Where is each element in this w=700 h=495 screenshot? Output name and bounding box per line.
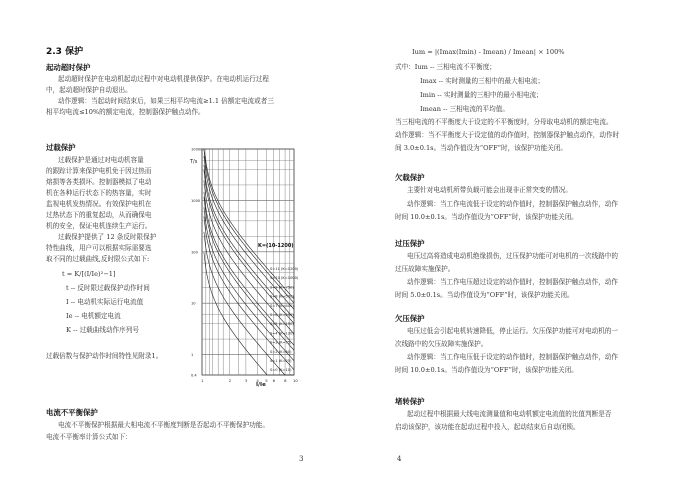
overvoltage-heading: 过压保护 (395, 239, 425, 248)
undervoltage-line: 动作逻辑：当工作电压低于设定的动作值时，控制器保护触点动作，动作 (407, 353, 618, 361)
formula-def: 式中：Ium -- 三相电流不平衡度； (395, 63, 496, 71)
start-timeout-line: 起动超时保护在电动机起动过程中对电动机提供保护。在电动机运行过程 (58, 75, 269, 83)
undervoltage-line: 次线路中的欠压故障实施保护。 (395, 340, 488, 348)
underload-heading: 欠载保护 (395, 173, 425, 182)
overload-note: 过载倍数与保护动作时间特性见附录1。 (46, 352, 163, 360)
x-tick-label: 2 (228, 378, 232, 383)
overload-def: t -- 反时限过载保护动作时间 (66, 284, 150, 292)
overload-line: 的跟踪计算来保护电机免于因过热而 (46, 167, 152, 175)
undervoltage-line: 时间 10.0±0.1s。当动作值设为“OFF”时，该保护功能关闭。 (395, 366, 578, 374)
unbalance-line: 当三相电流的不平衡度大于设定的不平衡度时，分母取电动机的额定电流。 (395, 118, 613, 126)
overload-line: 特性曲线，用户可以根据实际需要选 (46, 244, 152, 252)
stall-line: 起动过程中根据最大线电流测量值和电动机额定电流值的比值判断是否 (407, 410, 612, 418)
x-tick-label: 1 (201, 378, 204, 383)
overvoltage-line: 过压故障实施保护。 (395, 265, 455, 273)
unbalance-heading: 电流不平衡保护 (46, 408, 98, 417)
x-tick-label: 10 (293, 378, 298, 383)
start-timeout-line: 动作逻辑：当起动时间结束后，如果三相平均电流≥1.1 倍额定电流或者三 (58, 97, 274, 105)
y-tick-label: 1 (191, 353, 194, 358)
overvoltage-line: 时间 5.0±0.1s。当动作值设为“OFF”时，该保护功能关闭。 (395, 291, 574, 299)
page-number-right: 4 (397, 455, 402, 463)
stall-heading: 堵转保护 (395, 397, 425, 406)
curve-label: S=2 (K=50) (270, 349, 292, 354)
overload-line: 熔损等各类损坏。控制器模拟了电动 (46, 178, 152, 186)
x-tick-label: 3 (244, 378, 248, 383)
y-tick-label: 10 (191, 301, 196, 306)
overvoltage-line: 电压过高将造成电动机绝缘损伤，过压保护功能可对电机的一次线路中的 (407, 252, 618, 260)
unbalance-line: 动作逻辑：当不平衡度大于设定值的动作值时，控制器保护触点动作，动作时 (395, 131, 620, 139)
right-page (350, 0, 700, 495)
curve-label: S=10 (K=1000) (270, 276, 299, 281)
curve-label: S=8 (K=500) (270, 294, 294, 299)
x-tick-label: 6 (272, 378, 276, 383)
curve-label: S=4 (K=120) (270, 331, 294, 336)
formula-def: Imean -- 三相电流的平均值。 (420, 105, 509, 113)
curve-label: S=6 (K=250) (270, 313, 294, 317)
y-tick-label: 0.4 (191, 373, 197, 378)
y-tick-label: 10000 (191, 147, 203, 152)
stall-line: 启动该保护，该功能在起动过程中投入，起动结束后自动闭锁。 (395, 423, 580, 431)
start-timeout-line: 中，起动超时保护自动退出。 (46, 86, 132, 94)
curve-label: S=9 (K=750) (270, 285, 294, 290)
overload-line: 过热状态下的重复起动，从而确保电 (46, 211, 152, 219)
overload-formula: t = K/[(I/Ie)²−1] (62, 270, 116, 278)
chart-y-label: T/s (190, 159, 198, 165)
unbalance-formula: Ium = |(Imax(Imin) - Imean) / Imean| × 100% (412, 48, 565, 56)
underload-line: 动作逻辑：当工作电流低于设定的动作值时，控制器保护触点动作，动作 (407, 200, 618, 208)
overload-line: 机在各种运行状态下的热容量，实时 (46, 189, 152, 197)
overvoltage-line: 动作逻辑：当工作电压超过设定的动作值时，控制器保护触点动作，动作 (407, 278, 618, 286)
section-title: 2.3 保护 (46, 47, 84, 57)
undervoltage-heading: 欠压保护 (395, 314, 425, 323)
curve-label: S=3 (K=75) (270, 340, 292, 345)
unbalance-line: 间 3.0±0.1s。当动作值设为“OFF”时，该保护功能关闭。 (395, 144, 567, 152)
underload-line: 主要针对电动机所带负载可能会出现非正常突变的情况。 (407, 186, 572, 194)
unbalance-line: 电流不平衡保护根据最大相电流不平衡度判断是否起动不平衡保护功能。 (58, 421, 269, 429)
formula-def: Imax -- 实时测量的三相中的最大相电流； (420, 77, 545, 85)
unbalance-line: 电流不平衡率计算公式如下： (46, 433, 132, 441)
y-tick-label: 1000 (191, 198, 201, 203)
curve-label: S=0 (K=10) (270, 368, 292, 373)
overload-def: Ie -- 电机额定电流 (66, 312, 121, 320)
overload-line: 监视电机发热情况。有效保护电机在 (46, 200, 152, 208)
chart-x-label: I/Ie (256, 382, 266, 388)
overload-heading: 过载保护 (46, 143, 76, 152)
curve-label: S=7 (K=400) (270, 303, 294, 308)
overload-line: 机的安全，保证电机连续生产运行。 (46, 222, 152, 230)
chart-k-label: K=(10-1200) (258, 243, 294, 249)
x-tick-label: 5 (265, 378, 268, 383)
overload-line: 过载保护提供了 12 条反时限保护 (58, 233, 157, 241)
underload-line: 时间 10.0±0.1s。当动作值设为“OFF”时，该保护功能关闭。 (395, 213, 578, 221)
x-tick-label: 8 (284, 378, 287, 383)
x-tick-label: 4 (256, 378, 259, 383)
overload-curve (204, 207, 294, 360)
start-timeout-line: 相平均电流≤10%的额定电流，控制器保护触点动作。 (46, 108, 205, 116)
y-tick-label: 100 (191, 250, 198, 255)
formula-def: Imin -- 实时测量的三相中的最小相电流； (420, 91, 543, 99)
overload-line: 取不同的过载曲线,反时限公式如下: (46, 255, 150, 263)
overload-line: 过载保护是通过对电动机容量 (58, 156, 144, 164)
curve-label: S=5 (K=150) (270, 322, 294, 327)
undervoltage-line: 电压过低会引起电机转速降低，停止运行。欠压保护功能可对电动机的一 (407, 327, 618, 335)
overload-def: I -- 电动机实际运行电流值 (66, 298, 144, 306)
overload-def: K -- 过载曲线动作序列号 (66, 326, 139, 334)
page-number-left: 3 (299, 455, 304, 463)
start-timeout-heading: 起动超时保护 (46, 63, 91, 72)
curve-label: S=1 (K=25) (270, 359, 292, 363)
overload-curve-chart (190, 143, 310, 388)
curve-label: S=11 (K=1200) (270, 267, 299, 271)
